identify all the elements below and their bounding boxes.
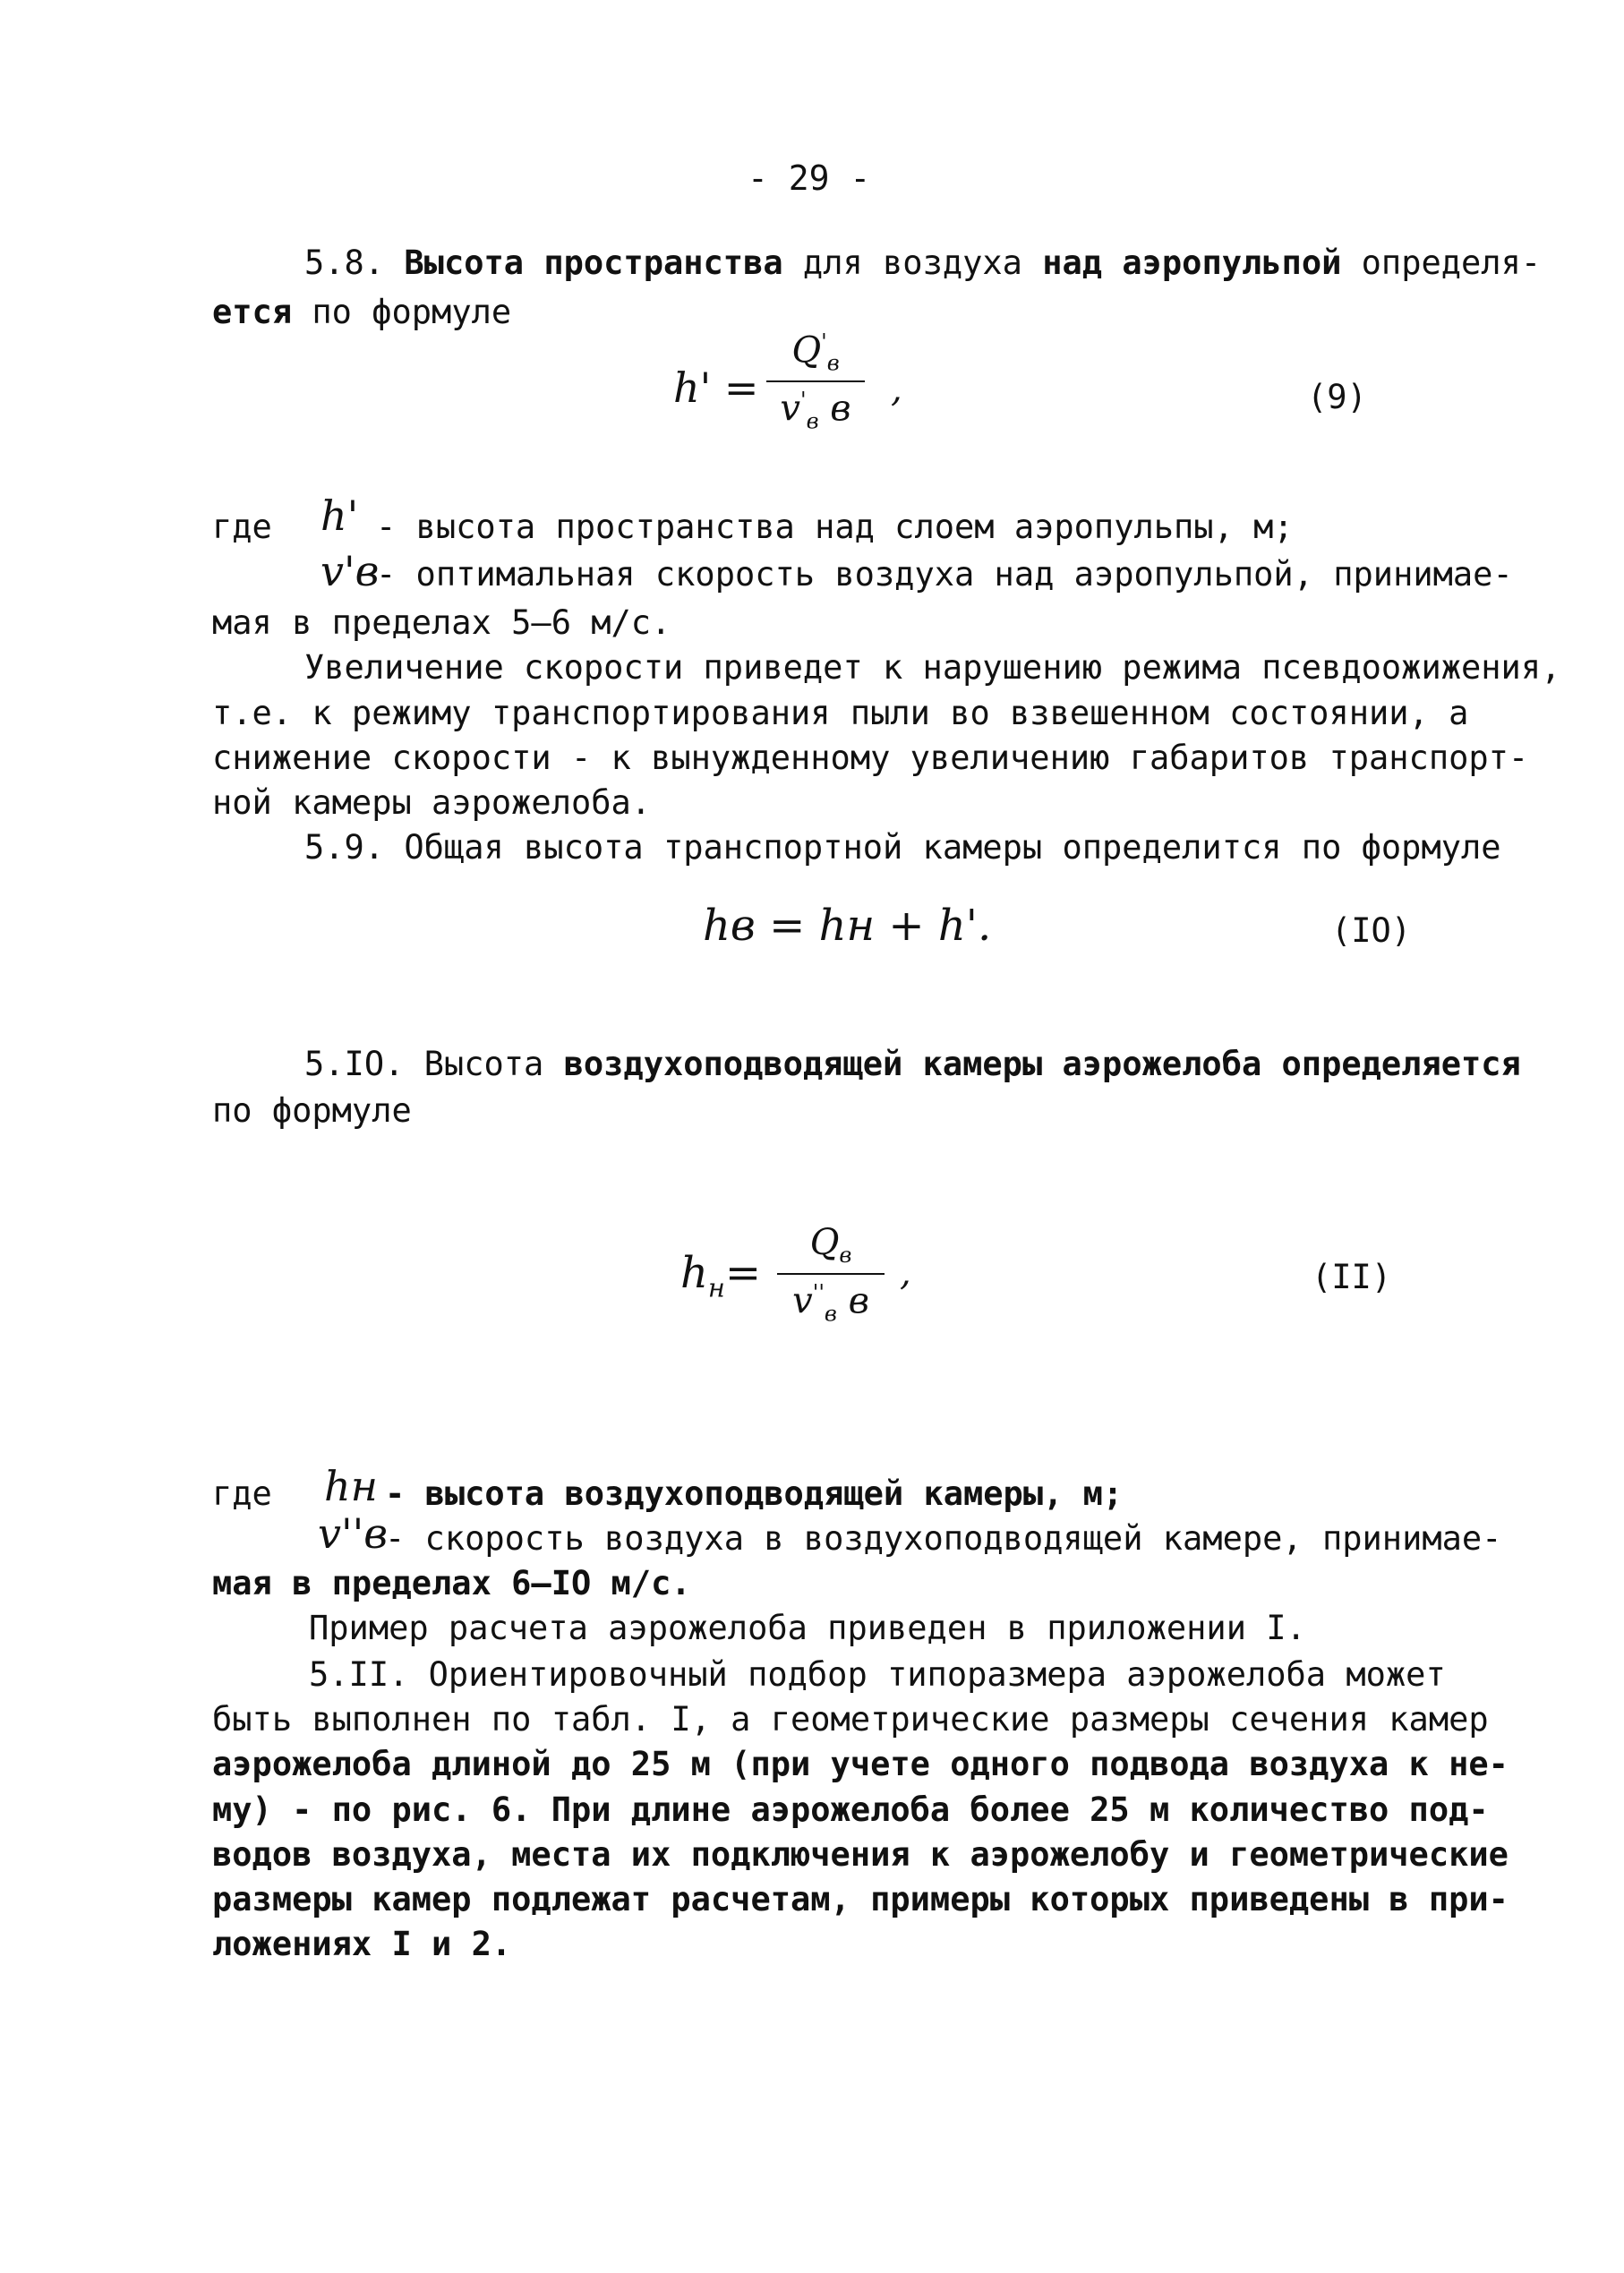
symbol-h-prime: h'	[321, 491, 359, 540]
definition-h-prime: - высота пространства над слоем аэропульпы, м;	[376, 508, 1294, 546]
equation-number-10: (IO)	[1331, 911, 1412, 950]
bold-text: над аэропульпой	[1042, 244, 1342, 282]
fraction-bar	[777, 1273, 885, 1275]
paragraph-line: Увеличение скорости приведет к нарушению режима псевдоожижения,	[304, 648, 1561, 687]
eq9-comma: ,	[891, 369, 902, 410]
page-number: - 29 -	[748, 158, 871, 198]
section-number: 5.8.	[304, 244, 405, 282]
example-reference: Пример расчета аэрожелоба приведен в приложении I.	[309, 1609, 1306, 1647]
definition-v-double-prime: - скорость воздуха в воздухоподводящей камере, принимае-	[385, 1519, 1502, 1558]
text: для воздуха	[782, 244, 1043, 282]
section-5-11-line: размеры камер подлежат расчетам, примеры которых приведены в при-	[212, 1880, 1509, 1918]
symbol-v-prime: v'в	[321, 547, 380, 595]
section-5-11-line: быть выполнен по табл. I, а геометрические размеры сечения камер	[212, 1700, 1489, 1739]
equation-number-11: (II)	[1312, 1258, 1392, 1296]
section-5-9: 5.9. Общая высота транспортной камеры определится по формуле	[304, 828, 1501, 867]
text: определя-	[1341, 244, 1542, 282]
section-5-10-line-2: по формуле	[212, 1091, 412, 1130]
section-5-8-line-1	[304, 244, 1542, 282]
bold-text: воздухоподводящей камеры аэрожелоба определяется	[563, 1045, 1521, 1083]
fraction-bar	[766, 380, 865, 382]
eq9-lhs: h' =	[673, 363, 759, 412]
eq11-lhs: $h_н=$	[680, 1248, 762, 1303]
symbol-v-double-prime: v''в	[318, 1509, 389, 1558]
equation-10: hв = hн + h'.	[703, 901, 992, 951]
bold-text: ется	[212, 293, 293, 331]
eq9-numerator: $Q'_в$	[791, 329, 840, 376]
eq11-denominator: $v''_в$ в	[792, 1280, 869, 1327]
section-5-11-line: му) - по рис. 6. При длине аэрожелоба более 25 м количество под-	[212, 1790, 1489, 1829]
eq11-numerator: $Q_в$	[809, 1222, 852, 1268]
section-5-11-line: водов воздуха, места их подключения к аэрожелобу и геометрические	[212, 1835, 1509, 1874]
eq11-comma: ,	[900, 1252, 911, 1294]
definition-v-prime-cont: мая в пределах 5–6 м/с.	[212, 603, 671, 642]
paragraph-line: т.е. к режиму транспортирования пыли во взвешенном состоянии, а	[212, 694, 1469, 732]
definition-h-n: - высота воздухоподводящей камеры, м;	[385, 1474, 1124, 1513]
equation-number-9: (9)	[1307, 378, 1367, 416]
section-5-11-line: аэрожелоба длиной до 25 м (при учете одного подвода воздуха к не-	[212, 1745, 1509, 1783]
section-5-11-line: ложениях I и 2.	[212, 1925, 512, 1963]
where-label: где	[212, 508, 272, 546]
paragraph-line: снижение скорости - к вынужденному увеличению габаритов транспорт-	[212, 739, 1529, 777]
eq9-fraction	[766, 329, 865, 434]
eq11-fraction	[777, 1222, 885, 1326]
section-5-10-line-1	[304, 1047, 1521, 1081]
section-5-8-line-2	[212, 295, 511, 329]
paragraph-line: ной камеры аэрожелоба.	[212, 783, 652, 822]
text: 5.IO. Высота	[304, 1045, 564, 1083]
eq9-denominator: $v'_в$ в	[780, 388, 851, 434]
symbol-h-n: hн	[324, 1462, 378, 1510]
definition-v-double-prime-cont: мая в пределах 6–IO м/с.	[212, 1564, 691, 1602]
bold-text: Высота пространства	[404, 244, 783, 282]
text: по формуле	[292, 293, 512, 331]
where-label: где	[212, 1474, 272, 1513]
definition-v-prime: - оптимальная скорость воздуха над аэропульпой, принимае-	[376, 555, 1513, 594]
section-5-11-line: 5.II. Ориентировочный подбор типоразмера аэрожелоба может	[309, 1655, 1446, 1694]
